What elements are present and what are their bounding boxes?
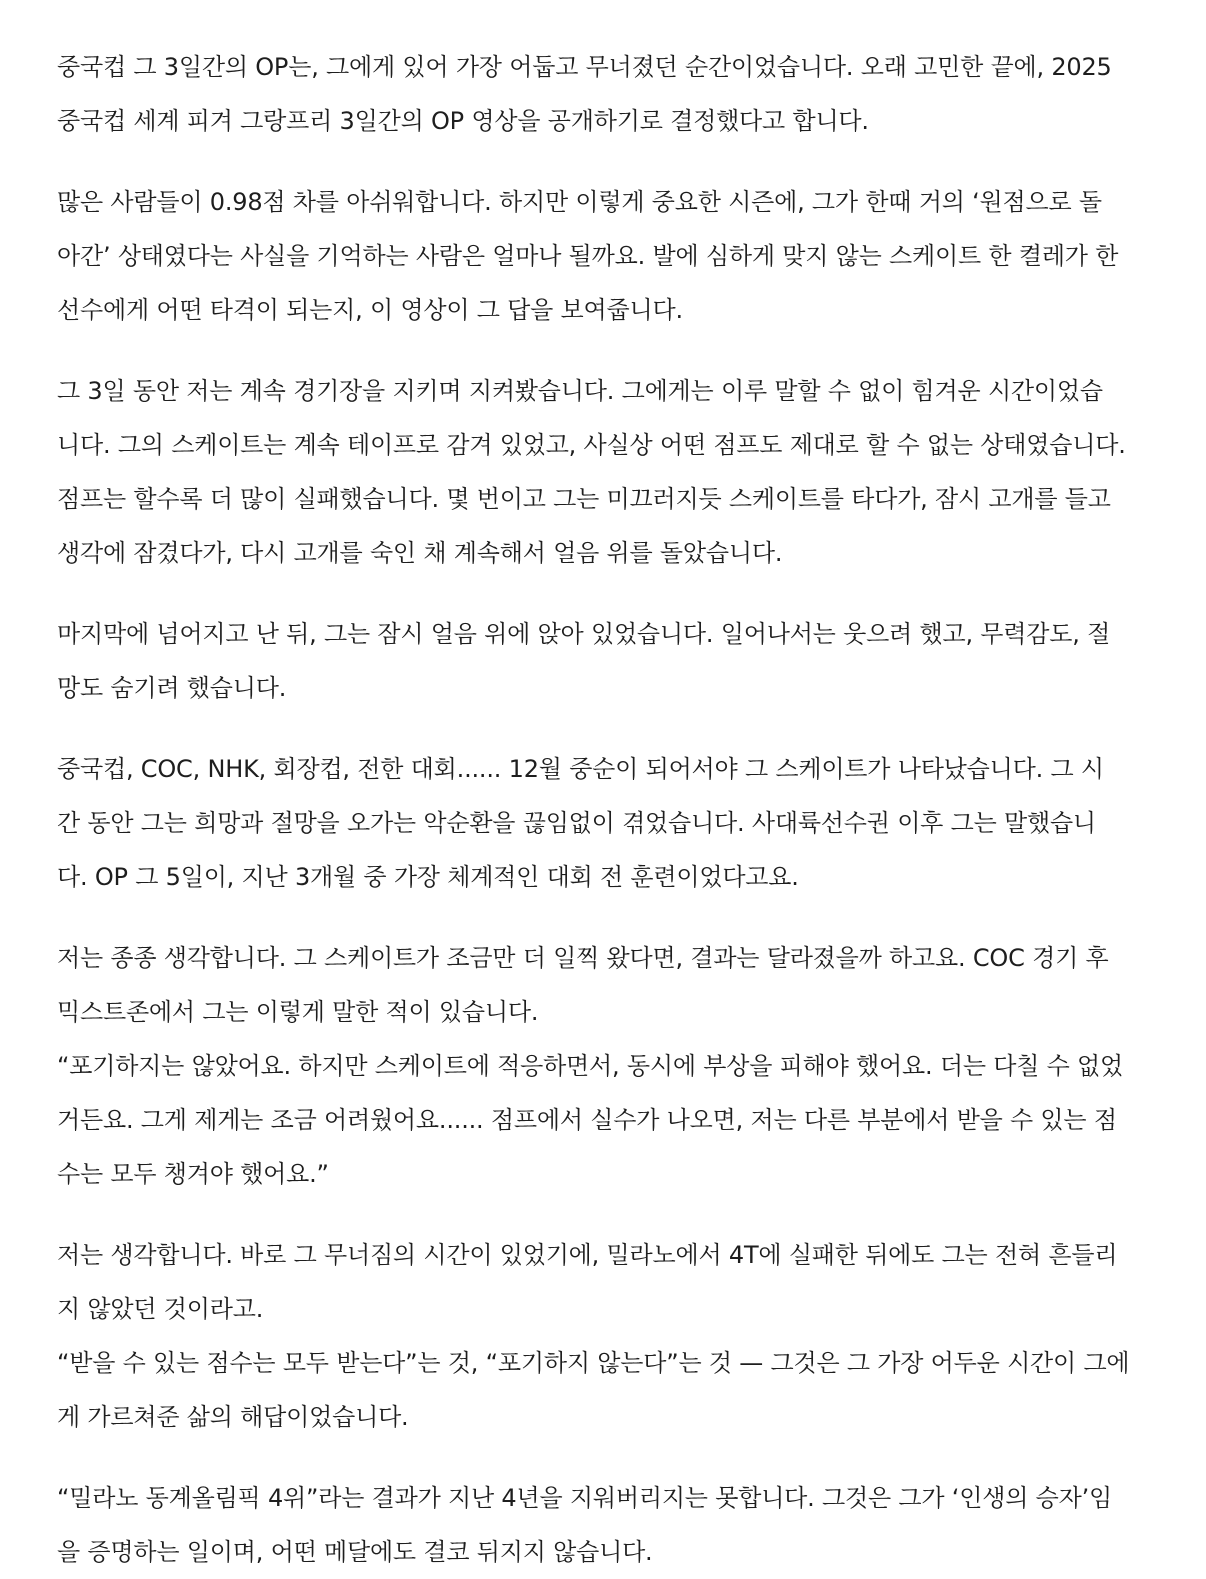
text-line: 중국컵 그 3일간의 OP는, 그에게 있어 가장 어둡고 무너졌던 순간이었습니다. 오래 고민한 끝에, 2025 — [57, 53, 1112, 81]
article-body — [57, 40, 1167, 1579]
paragraph-7 — [57, 1228, 1167, 1444]
text-line: 믹스트존에서 그는 이렇게 말한 적이 있습니다. — [57, 998, 539, 1026]
text-line: 생각에 잠겼다가, 다시 고개를 숙인 채 계속해서 얼음 위를 돌았습니다. — [57, 539, 783, 567]
text-line: 저는 종종 생각합니다. 그 스케이트가 조금만 더 일찍 왔다면, 결과는 달라졌을까 하고요. COC 경기 후 — [57, 944, 1109, 972]
paragraph-1 — [57, 40, 1167, 148]
paragraph-2 — [57, 175, 1167, 337]
quote-line: 거든요. 그게 제게는 조금 어려웠어요...... 점프에서 실수가 나오면, 저는 다른 부분에서 받을 수 있는 점 — [57, 1106, 1117, 1134]
text-line: 간 동안 그는 희망과 절망을 오가는 악순환을 끊임없이 겪었습니다. 사대륙선수권 이후 그는 말했습니 — [57, 809, 1096, 837]
text-line: 그 3일 동안 저는 계속 경기장을 지키며 지켜봤습니다. 그에게는 이루 말할 수 없이 힘겨운 시간이었습 — [57, 377, 1103, 405]
paragraph-4 — [57, 607, 1167, 715]
text-line: 선수에게 어떤 타격이 되는지, 이 영상이 그 답을 보여줍니다. — [57, 296, 683, 324]
paragraph-8 — [57, 1471, 1167, 1579]
text-line: 니다. 그의 스케이트는 계속 테이프로 감겨 있었고, 사실상 어떤 점프도 제대로 할 수 없는 상태였습니다. — [57, 431, 1126, 459]
text-line: 점프는 할수록 더 많이 실패했습니다. 몇 번이고 그는 미끄러지듯 스케이트를 타다가, 잠시 고개를 들고 — [57, 485, 1111, 513]
text-line: 아간’ 상태였다는 사실을 기억하는 사람은 얼마나 될까요. 발에 심하게 맞지 않는 스케이트 한 켤레가 한 — [57, 242, 1119, 270]
text-line: 많은 사람들이 0.98점 차를 아쉬워합니다. 하지만 이렇게 중요한 시즌에, 그가 한때 거의 ‘원점으로 돌 — [57, 188, 1102, 216]
text-line: 다. OP 그 5일이, 지난 3개월 중 가장 체계적인 대회 전 훈련이었다고요. — [57, 863, 799, 891]
quote-line: 수는 모두 챙겨야 했어요.” — [57, 1160, 329, 1188]
paragraph-6 — [57, 931, 1167, 1201]
paragraph-5 — [57, 742, 1167, 904]
text-line: 지 않았던 것이라고. — [57, 1295, 264, 1323]
paragraph-3 — [57, 364, 1167, 580]
text-line: 저는 생각합니다. 바로 그 무너짐의 시간이 있었기에, 밀라노에서 4T에 실패한 뒤에도 그는 전혀 흔들리 — [57, 1241, 1118, 1269]
text-line: “받을 수 있는 점수는 모두 받는다”는 것, “포기하지 않는다”는 것 — 그것은 그 가장 어두운 시간이 그에 — [57, 1349, 1130, 1377]
text-line: 게 가르쳐준 삶의 해답이었습니다. — [57, 1403, 409, 1431]
quote-line: “포기하지는 않았어요. 하지만 스케이트에 적응하면서, 동시에 부상을 피해야 했어요. 더는 다칠 수 없었 — [57, 1052, 1124, 1080]
text-line: 중국컵 세계 피겨 그랑프리 3일간의 OP 영상을 공개하기로 결정했다고 합니다. — [57, 107, 869, 135]
text-line: 마지막에 넘어지고 난 뒤, 그는 잠시 얼음 위에 앉아 있었습니다. 일어나서는 웃으려 했고, 무력감도, 절 — [57, 620, 1111, 648]
text-line: “밀라노 동계올림픽 4위”라는 결과가 지난 4년을 지워버리지는 못합니다. 그것은 그가 ‘인생의 승자’임 — [57, 1484, 1112, 1512]
text-line: 중국컵, COC, NHK, 회장컵, 전한 대회...... 12월 중순이 되어서야 그 스케이트가 나타났습니다. 그 시 — [57, 755, 1104, 783]
text-line: 을 증명하는 일이며, 어떤 메달에도 결코 뒤지지 않습니다. — [57, 1538, 653, 1566]
text-line: 망도 숨기려 했습니다. — [57, 674, 287, 702]
